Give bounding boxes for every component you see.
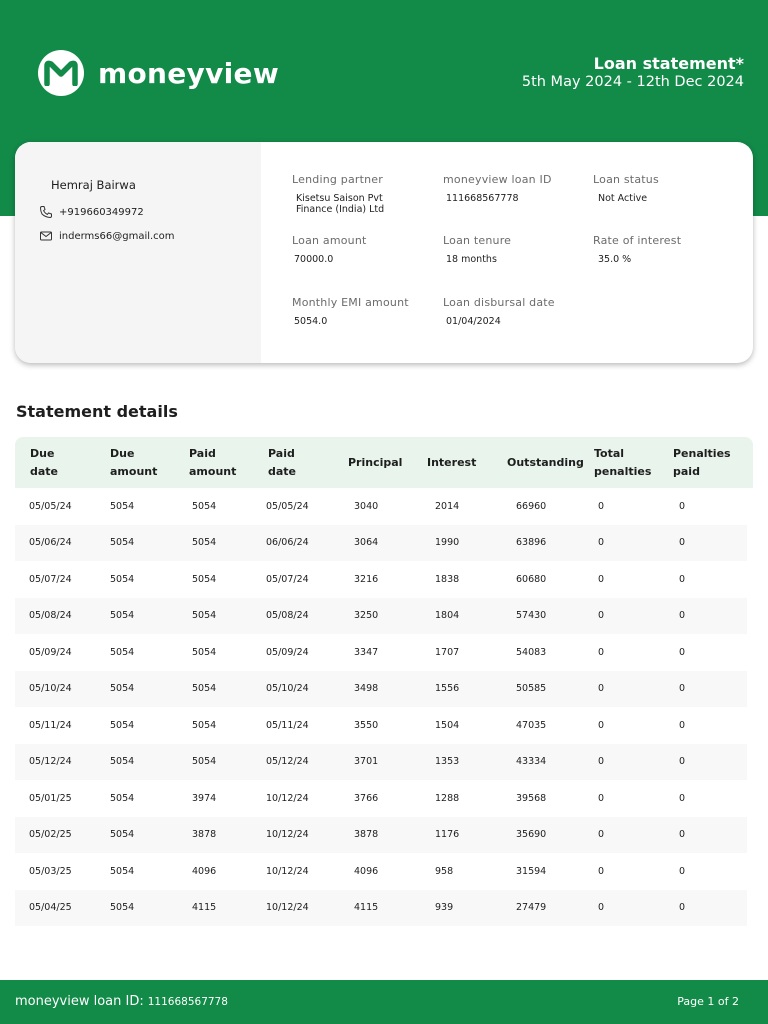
table-cell: 5054 — [110, 719, 135, 731]
table-cell: 0 — [679, 865, 686, 877]
table-cell: 0 — [598, 610, 605, 622]
table-cell: 5054 — [110, 756, 135, 768]
table-cell: 5054 — [110, 683, 135, 695]
table-cell: 5054 — [110, 500, 135, 512]
table-row — [15, 853, 747, 890]
table-cell: 0 — [598, 573, 605, 585]
table-cell: 5054 — [192, 646, 217, 658]
table-cell: 4115 — [354, 902, 379, 914]
table-cell: 1556 — [435, 683, 460, 695]
table-cell: 0 — [679, 537, 686, 549]
disbursal-date-value: 01/04/2024 — [446, 316, 501, 327]
table-cell: 3550 — [354, 719, 379, 731]
loan-amount-label: Loan amount — [292, 234, 367, 247]
table-cell: 0 — [679, 646, 686, 658]
table-cell: 3040 — [354, 500, 379, 512]
table-cell: 1288 — [435, 792, 460, 804]
table-cell: 05/08/24 — [266, 610, 309, 622]
table-cell: 0 — [598, 865, 605, 877]
table-cell: 0 — [679, 683, 686, 695]
column-header: Total penalties — [594, 446, 652, 478]
loan-amount-value: 70000.0 — [294, 254, 334, 265]
customer-email — [39, 229, 175, 243]
table-cell: 0 — [598, 829, 605, 841]
table-cell: 5054 — [110, 829, 135, 841]
table-cell: 5054 — [110, 792, 135, 804]
table-cell: 10/12/24 — [266, 865, 309, 877]
emi-amount-label: Monthly EMI amount — [292, 296, 409, 309]
table-cell: 06/06/24 — [266, 537, 309, 549]
table-cell: 57430 — [516, 610, 547, 622]
loan-status-field — [593, 173, 659, 204]
phone-icon — [39, 205, 53, 219]
table-cell: 3498 — [354, 683, 379, 695]
footer-band — [0, 980, 768, 1024]
brand-name: moneyview — [98, 56, 279, 90]
table-cell: 39568 — [516, 792, 547, 804]
table-cell: 5054 — [192, 756, 217, 768]
table-cell: 3250 — [354, 610, 379, 622]
disbursal-date-field — [443, 296, 555, 327]
loan-amount-field — [292, 234, 367, 265]
table-cell: 05/05/24 — [29, 500, 72, 512]
table-cell: 60680 — [516, 573, 547, 585]
table-row — [15, 634, 747, 671]
statement-date-range: 5th May 2024 - 12th Dec 2024 — [521, 74, 744, 90]
table-row — [15, 744, 747, 781]
table-cell: 1990 — [435, 537, 460, 549]
column-header: Penalties paid — [673, 446, 731, 478]
table-cell: 05/12/24 — [266, 756, 309, 768]
lending-partner-field — [292, 173, 412, 215]
statement-table — [15, 437, 753, 926]
column-header: Principal — [348, 455, 403, 469]
column-header: Due amount — [110, 446, 158, 478]
table-cell: 0 — [598, 683, 605, 695]
table-cell: 5054 — [192, 719, 217, 731]
page-indicator: Page 1 of 2 — [677, 995, 739, 1008]
table-cell: 4096 — [354, 865, 379, 877]
brand-logo — [38, 50, 279, 96]
disbursal-date-label: Loan disbursal date — [443, 296, 555, 309]
table-cell: 05/09/24 — [29, 646, 72, 658]
table-cell: 0 — [679, 573, 686, 585]
table-cell: 5054 — [192, 683, 217, 695]
loan-status-value: Not Active — [598, 193, 648, 204]
table-row — [15, 598, 747, 635]
table-cell: 0 — [598, 537, 605, 549]
lending-partner-value: Kisetsu Saison Pvt Finance (India) Ltd — [296, 193, 385, 215]
table-cell: 05/10/24 — [266, 683, 309, 695]
table-cell: 05/08/24 — [29, 610, 72, 622]
table-cell: 05/09/24 — [266, 646, 309, 658]
interest-rate-field — [593, 234, 681, 265]
table-row — [15, 890, 747, 927]
table-cell: 05/05/24 — [266, 500, 309, 512]
footer-loan-id-label: moneyview loan ID: — [15, 994, 144, 1009]
customer-phone — [39, 205, 144, 219]
table-cell: 1504 — [435, 719, 460, 731]
table-cell: 05/12/24 — [29, 756, 72, 768]
table-cell: 0 — [598, 792, 605, 804]
table-cell: 43334 — [516, 756, 547, 768]
table-cell: 54083 — [516, 646, 547, 658]
table-row — [15, 817, 747, 854]
statement-details-title: Statement details — [16, 402, 178, 421]
table-cell: 05/11/24 — [266, 719, 309, 731]
table-cell: 1838 — [435, 573, 460, 585]
table-cell: 3766 — [354, 792, 379, 804]
table-body — [15, 488, 747, 926]
loan-tenure-field — [443, 234, 511, 265]
table-cell: 10/12/24 — [266, 829, 309, 841]
table-cell: 3347 — [354, 646, 379, 658]
table-cell: 05/01/25 — [29, 792, 72, 804]
loan-id-value: 111668567778 — [446, 193, 519, 204]
table-cell: 0 — [598, 756, 605, 768]
footer-loan-id-value: 111668567778 — [147, 996, 228, 1008]
moneyview-m-logo-icon — [38, 50, 84, 96]
table-cell: 63896 — [516, 537, 547, 549]
table-cell: 05/11/24 — [29, 719, 72, 731]
table-cell: 0 — [679, 902, 686, 914]
table-cell: 05/07/24 — [266, 573, 309, 585]
column-header: Interest — [427, 455, 477, 469]
phone-number: +919660349972 — [59, 206, 144, 218]
mail-icon — [39, 229, 53, 243]
table-row — [15, 671, 747, 708]
table-cell: 0 — [598, 646, 605, 658]
table-cell: 1176 — [435, 829, 460, 841]
table-cell: 50585 — [516, 683, 547, 695]
table-cell: 5054 — [192, 610, 217, 622]
table-cell: 0 — [598, 500, 605, 512]
table-row — [15, 525, 747, 562]
table-cell: 5054 — [110, 573, 135, 585]
interest-rate-value: 35.0 % — [598, 254, 632, 265]
table-cell: 3701 — [354, 756, 379, 768]
customer-name: Hemraj Bairwa — [51, 178, 136, 192]
column-header: Paid amount — [189, 446, 237, 478]
loan-tenure-value: 18 months — [446, 254, 497, 265]
table-cell: 10/12/24 — [266, 902, 309, 914]
footer-loan-id — [15, 994, 228, 1009]
customer-panel — [15, 142, 261, 363]
table-cell: 1353 — [435, 756, 460, 768]
table-cell: 0 — [598, 902, 605, 914]
loan-status-label: Loan status — [593, 173, 659, 186]
table-row — [15, 780, 747, 817]
table-cell: 0 — [598, 719, 605, 731]
table-cell: 1707 — [435, 646, 460, 658]
table-cell: 3064 — [354, 537, 379, 549]
table-cell: 5054 — [192, 573, 217, 585]
table-cell: 3216 — [354, 573, 379, 585]
table-cell: 2014 — [435, 500, 460, 512]
table-row — [15, 561, 747, 598]
table-header — [15, 437, 753, 488]
loan-summary-card — [15, 142, 753, 363]
table-cell: 05/04/25 — [29, 902, 72, 914]
table-row — [15, 488, 747, 525]
table-cell: 05/06/24 — [29, 537, 72, 549]
emi-amount-value: 5054.0 — [294, 316, 328, 327]
table-cell: 4115 — [192, 902, 217, 914]
lending-partner-label: Lending partner — [292, 173, 383, 186]
loan-id-label: moneyview loan ID — [443, 173, 552, 186]
table-cell: 4096 — [192, 865, 217, 877]
loan-id-field — [443, 173, 552, 204]
table-cell: 939 — [435, 902, 454, 914]
table-cell: 0 — [679, 719, 686, 731]
table-cell: 5054 — [110, 537, 135, 549]
table-cell: 5054 — [110, 865, 135, 877]
table-cell: 0 — [679, 610, 686, 622]
table-cell: 0 — [679, 756, 686, 768]
table-cell: 47035 — [516, 719, 547, 731]
table-cell: 958 — [435, 865, 454, 877]
table-cell: 05/10/24 — [29, 683, 72, 695]
table-cell: 5054 — [110, 646, 135, 658]
table-cell: 66960 — [516, 500, 547, 512]
table-cell: 0 — [679, 500, 686, 512]
table-cell: 05/03/25 — [29, 865, 72, 877]
table-cell: 35690 — [516, 829, 547, 841]
table-cell: 31594 — [516, 865, 547, 877]
emi-amount-field — [292, 296, 409, 327]
email-address: inderms66@gmail.com — [59, 230, 175, 242]
loan-tenure-label: Loan tenure — [443, 234, 512, 247]
statement-heading — [522, 55, 744, 91]
table-cell: 27479 — [516, 902, 547, 914]
table-cell: 5054 — [192, 500, 217, 512]
table-cell: 3878 — [354, 829, 379, 841]
table-cell: 05/02/25 — [29, 829, 72, 841]
table-cell: 1804 — [435, 610, 460, 622]
table-cell: 3878 — [192, 829, 217, 841]
table-cell: 5054 — [110, 902, 135, 914]
table-cell: 0 — [679, 792, 686, 804]
table-cell: 5054 — [110, 610, 135, 622]
table-cell: 05/07/24 — [29, 573, 72, 585]
table-cell: 10/12/24 — [266, 792, 309, 804]
column-header: Due date — [30, 446, 59, 478]
interest-rate-label: Rate of interest — [593, 234, 682, 247]
table-cell: 3974 — [192, 792, 217, 804]
table-cell: 5054 — [192, 537, 217, 549]
statement-title: Loan statement* — [593, 54, 744, 73]
table-cell: 0 — [679, 829, 686, 841]
table-row — [15, 707, 747, 744]
column-header: Outstanding — [507, 455, 584, 469]
column-header: Paid date — [268, 446, 297, 478]
